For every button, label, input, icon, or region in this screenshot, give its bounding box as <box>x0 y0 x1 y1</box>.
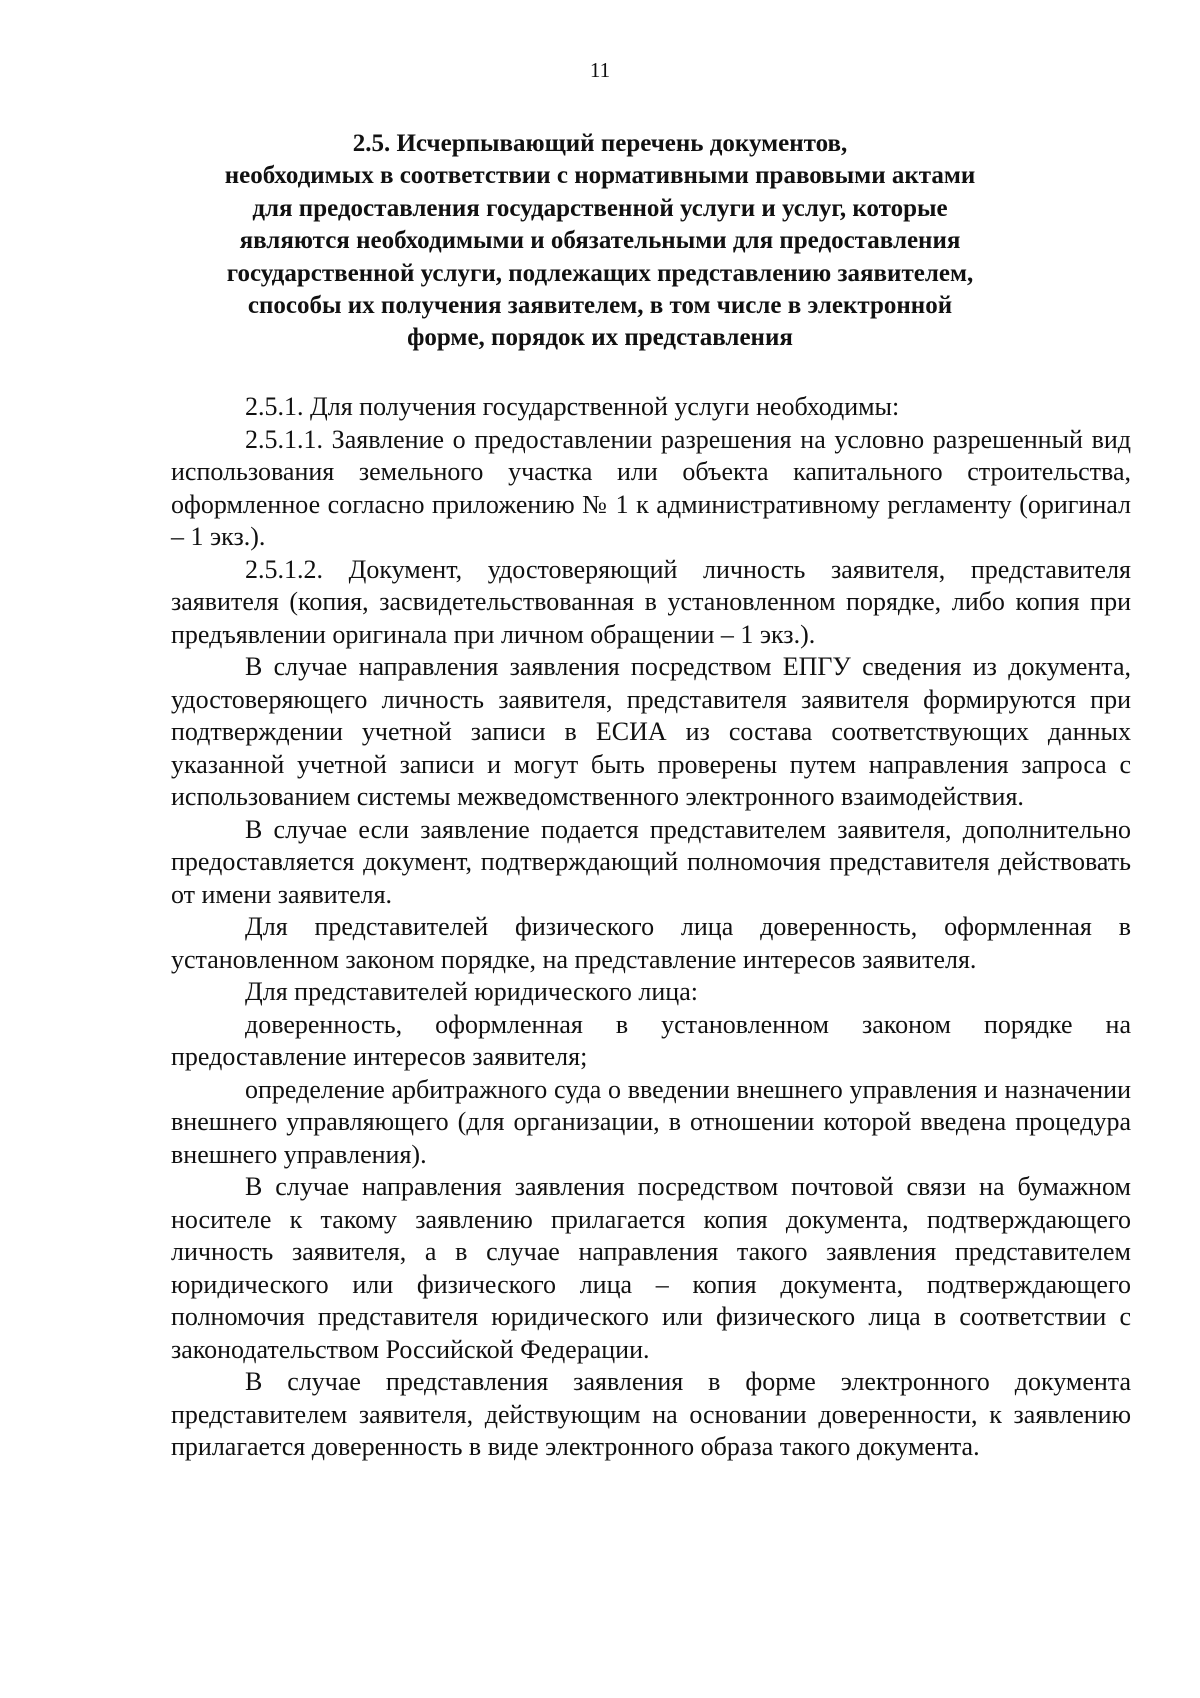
paragraph-epgu: В случае направления заявления посредством ЕПГУ сведения из документа, удостоверяющего личность заявителя, представителя заявителя формируются при подтверждении учетной записи в ЕСИА из состава соответствующих данных указанной учетной записи и могут быть проверены путем направления запроса с использованием системы межведомственного электронного взаимодействия. <box>171 652 1131 811</box>
paragraph-electronic: В случае представления заявления в форме электронного документа представителем заявителя, действующим на основании доверенности, к заявлению прилагается доверенность в виде электронного образа такого документа. <box>171 1367 1131 1461</box>
paragraph-individual-representatives: Для представителей физического лица доверенность, оформленная в установленном законом порядке, на представление интересов заявителя. <box>171 912 1131 974</box>
heading-line: 2.5. Исчерпывающий перечень документов, <box>352 130 848 157</box>
heading-line: для предоставления государственной услуги и услуг, которые <box>252 194 948 222</box>
paragraph-power-of-attorney: доверенность, оформленная в установленном законом порядке на предоставление интересов заявителя; <box>171 1009 1131 1071</box>
paragraph-representative: В случае если заявление подается представителем заявителя, дополнительно предоставляется документ, подтверждающий полномочия представителя действовать от имени заявителя. <box>171 814 1131 909</box>
body-text <box>171 391 1131 1464</box>
section-heading <box>150 128 1050 355</box>
heading-line: государственной услуги, подлежащих представлению заявителем, <box>226 259 974 287</box>
paragraph-2-5-1-1: 2.5.1.1. Заявление о предоставлении разрешения на условно разрешенный вид использования земельного участка или объекта капитального строительства, оформленное согласно приложению № 1 к административному регламенту (оригинал – 1 экз.). <box>171 424 1131 551</box>
heading-line: являются необходимыми и обязательными для предоставления <box>239 227 961 255</box>
heading-line: способы их получения заявителем, в том числе в электронной <box>247 292 953 320</box>
paragraph-arbitration-court: определение арбитражного суда о введении внешнего управления и назначении внешнего управляющего (для организации, в отношении которой введена процедура внешнего управления). <box>171 1074 1131 1169</box>
paragraph-2-5-1-2: 2.5.1.2. Документ, удостоверяющий личность заявителя, представителя заявителя (копия, засвидетельствованная в установленном порядке, либо копия при предъявлении оригинала при личном обращении – 1 экз.). <box>171 554 1131 649</box>
paragraph-2-5-1: 2.5.1. Для получения государственной услуги необходимы: <box>245 392 900 421</box>
heading-line: форме, порядок их представления <box>407 324 793 352</box>
heading-line: необходимых в соответствии с нормативными правовыми актами <box>224 162 976 190</box>
paragraph-postal: В случае направления заявления посредством почтовой связи на бумажном носителе к такому заявлению прилагается копия документа, подтверждающего личность заявителя, а в случае направления такого заявления представителем юридического или физического лица – копия документа, подтверждающего полномочия представителя юридического или физического лица в соответствии с законодательством Российской Федерации. <box>171 1172 1131 1364</box>
paragraph-legal-entity-representatives: Для представителей юридического лица: <box>245 977 698 1006</box>
page-number: 11 <box>589 58 611 82</box>
